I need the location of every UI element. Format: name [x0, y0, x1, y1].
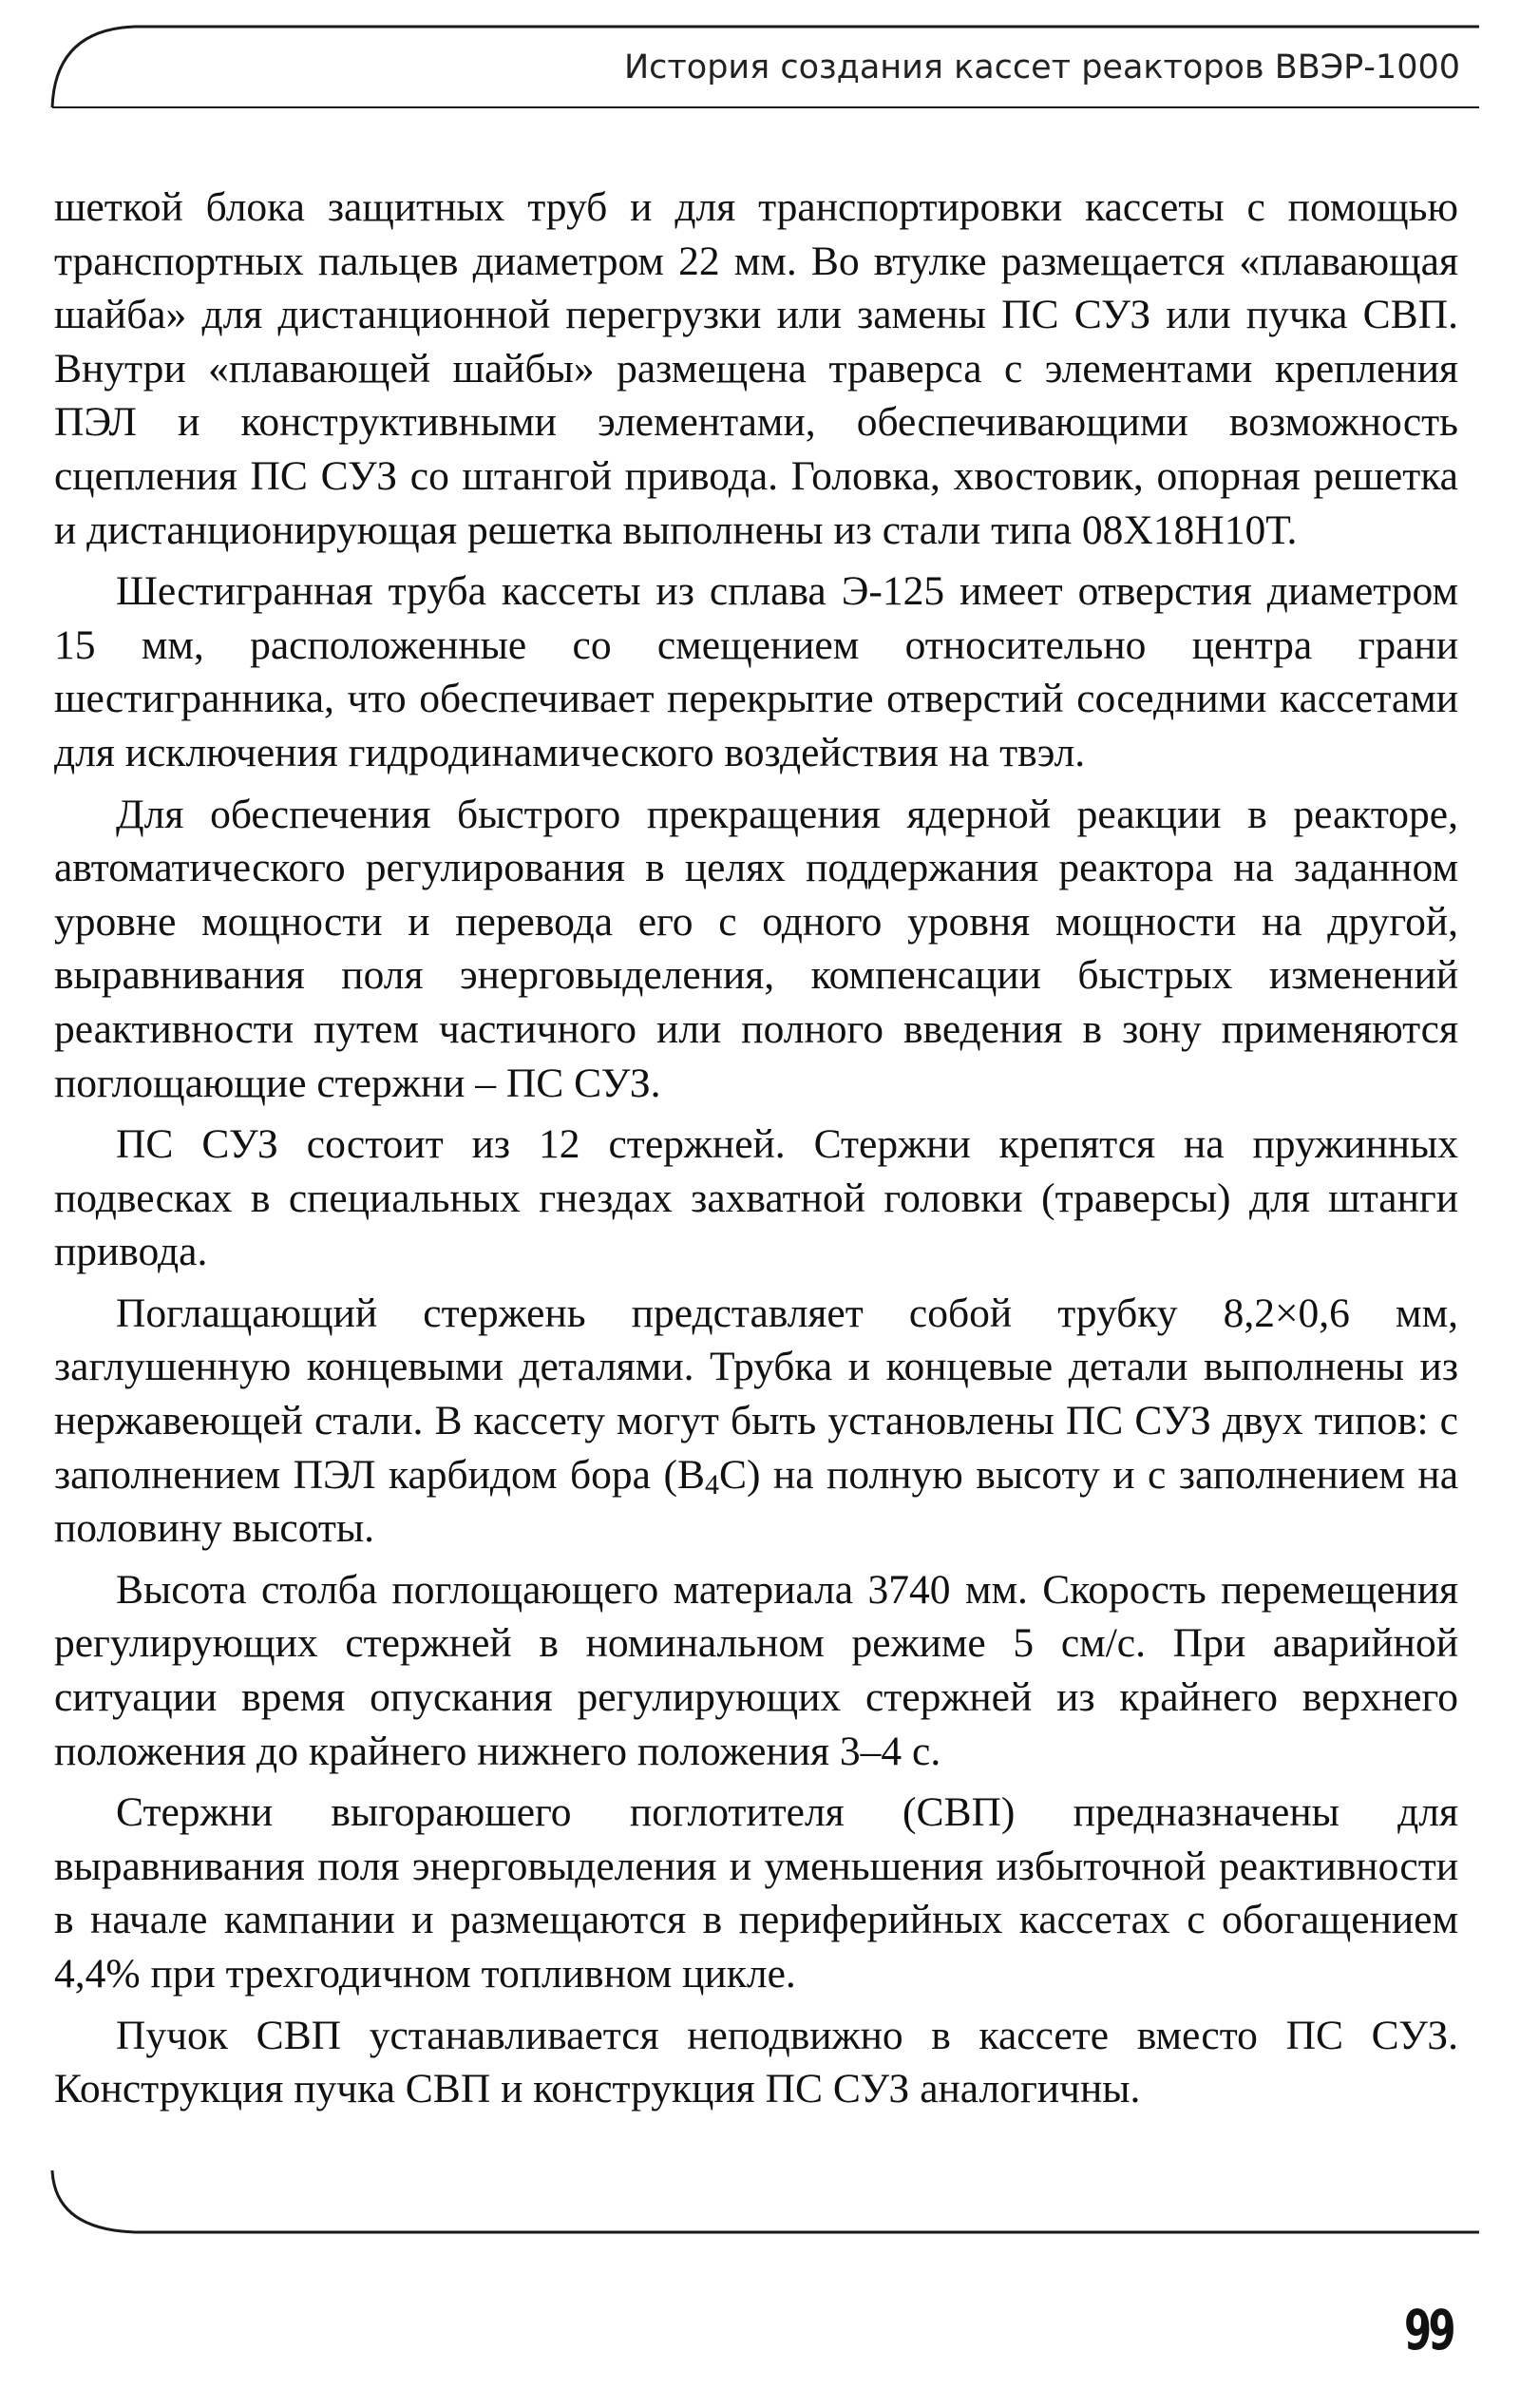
- paragraph: Для обеспечения быстрого прекращения ядерной реакции в реакторе, автоматического регулирования в целях поддержания реактора на заданном уровне мощности и перевода его с одного уровня мощности на другой, выравнивания поля энерговыделения, компенсации быстрых изменений реактивности путем частичного или полного введения в зону применяются поглощающие стержни – ПС СУЗ.: [54, 791, 1458, 1106]
- paragraph: ПС СУЗ состоит из 12 стержней. Стержни крепятся на пружинных подвесках в специальных гнездах захватной головки (траверсы) для штанги привода.: [54, 1121, 1458, 1275]
- subscript: 4: [704, 1468, 719, 1500]
- paragraph-text: Поглащающий стержень представляет собой трубку 8,2×0,6 мм, заглушенную концевыми деталями. Трубка и концевые детали выполнены из нержавеющей стали. В кассету могут быть установлены ПС СУЗ двух типов: с заполнением ПЭЛ карбидом бора (B: [54, 1290, 1458, 1498]
- body-text: [54, 181, 1458, 2124]
- paragraph-text: C) на полную высоту и с заполнением на половину высоты.: [54, 1451, 1458, 1552]
- running-title: История создания кассет реакторов ВВЭР-1000: [623, 48, 1460, 86]
- footer-rule: [49, 2169, 1479, 2235]
- paragraph: Пучок СВП устанавливается неподвижно в кассете вместо ПС СУЗ. Конструкция пучка СВП и конструкция ПС СУЗ аналогичны.: [54, 2012, 1458, 2112]
- paragraph: шеткой блока защитных труб и для транспортировки кассеты с помощью транспортных пальцев диаметром 22 мм. Во втулке размещается «плавающая шайба» для дистанционной перегрузки или замены ПС СУЗ или пучка СВП. Внутри «плавающей шайбы» размещена траверса с элементами крепления ПЭЛ и конструктивными элементами, обеспечивающими возможность сцепления ПС СУЗ со штангой привода. Головка, хвостовик, опорная решетка и дистанционирующая решетка выполнены из стали типа 08Х18Н10Т.: [54, 184, 1458, 553]
- paragraph: Шестигранная труба кассеты из сплава Э-125 имеет отверстия диаметром 15 мм, расположенные со смещением относительно центра грани шестигранника, что обеспечивает перекрытие отверстий соседними кассетами для исключения гидродинамического воздействия на твэл.: [54, 568, 1458, 775]
- page-header: [49, 24, 1479, 109]
- paragraph: Стержни выгораюшего поглотителя (СВП) предназначены для выравнивания поля энерговыделения и уменьшения избыточной реактивности в начале кампании и размещаются в периферийных кассетах с обогащением 4,4% при трехгодичном топливном цикле.: [54, 1789, 1458, 1997]
- page-number: 99: [1404, 2298, 1453, 2362]
- paragraph: Высота столба поглощающего материала 3740 мм. Скорость перемещения регулирующих стержней в номинальном режиме 5 см/с. При аварийной ситуации время опускания регулирующих стержней из крайнего верхнего положения до крайнего нижнего положения 3–4 с.: [54, 1566, 1458, 1774]
- paragraph: [54, 1287, 1458, 1556]
